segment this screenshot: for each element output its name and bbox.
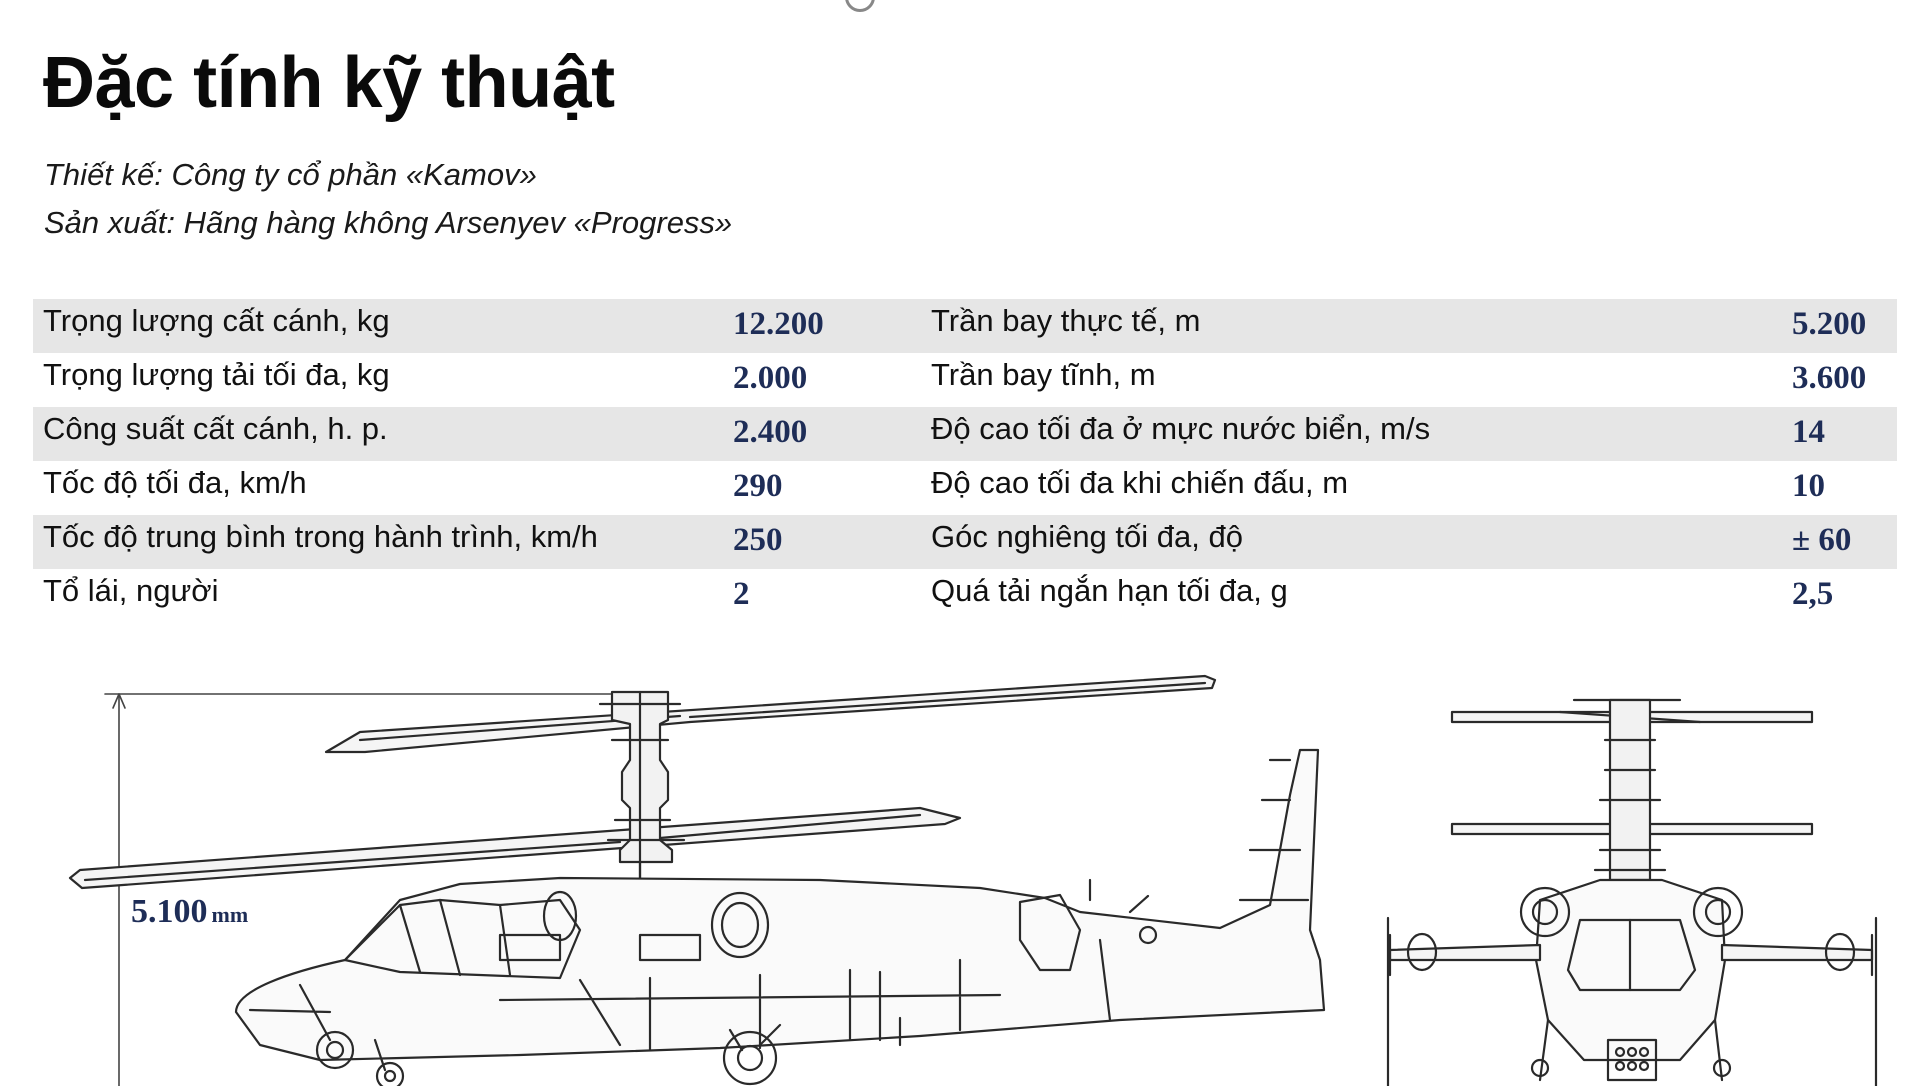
spec-left-label: Trọng lượng cất cánh, kg — [43, 303, 390, 338]
spec-table — [33, 299, 1897, 623]
height-dimension-label — [131, 893, 248, 931]
spec-left-label: Tốc độ trung bình trong hành trình, km/h — [43, 519, 598, 554]
spec-right-label: Góc nghiêng tối đa, độ — [931, 519, 1243, 554]
spec-right-value: 5.200 — [1792, 306, 1867, 342]
front-view — [1388, 700, 1876, 1086]
height-unit: mm — [211, 902, 249, 927]
spec-right-label: Trần bay thực tế, m — [931, 303, 1201, 338]
top-edge-mark — [845, 0, 875, 12]
spec-left-value: 2.000 — [733, 360, 808, 396]
spec-row — [33, 299, 1897, 353]
height-value: 5.100 — [131, 893, 208, 930]
spec-row — [33, 353, 1897, 407]
spec-left-value: 2 — [733, 576, 750, 612]
page-title: Đặc tính kỹ thuật — [43, 43, 615, 123]
side-view — [70, 676, 1324, 1086]
spec-right-label: Trần bay tĩnh, m — [931, 357, 1156, 392]
spec-row — [33, 461, 1897, 515]
spec-right-value: 10 — [1792, 468, 1825, 504]
designer-line: Thiết kế: Công ty cổ phần «Kamov» — [44, 157, 537, 192]
spec-left-value: 12.200 — [733, 306, 824, 342]
spec-right-label: Quá tải ngắn hạn tối đa, g — [931, 573, 1288, 608]
spec-right-value: 2,5 — [1792, 576, 1834, 612]
spec-left-value: 2.400 — [733, 414, 808, 450]
spec-right-label: Độ cao tối đa khi chiến đấu, m — [931, 465, 1349, 500]
spec-left-label: Tổ lái, người — [43, 573, 219, 608]
spec-row — [33, 515, 1897, 569]
spec-right-value: ± 60 — [1792, 522, 1852, 558]
spec-left-value: 250 — [733, 522, 783, 558]
spec-left-label: Tốc độ tối đa, km/h — [43, 465, 307, 500]
spec-row — [33, 407, 1897, 461]
spec-left-label: Công suất cất cánh, h. p. — [43, 411, 388, 446]
spec-row — [33, 569, 1897, 623]
spec-right-value: 3.600 — [1792, 360, 1867, 396]
spec-left-label: Trọng lượng tải tối đa, kg — [43, 357, 390, 392]
manufacturer-line: Sản xuất: Hãng hàng không Arsenyev «Progress» — [44, 205, 733, 240]
spec-right-label: Độ cao tối đa ở mực nước biển, m/s — [931, 411, 1431, 446]
spec-right-value: 14 — [1792, 414, 1825, 450]
helicopter-drawing — [0, 640, 1920, 1086]
spec-left-value: 290 — [733, 468, 783, 504]
